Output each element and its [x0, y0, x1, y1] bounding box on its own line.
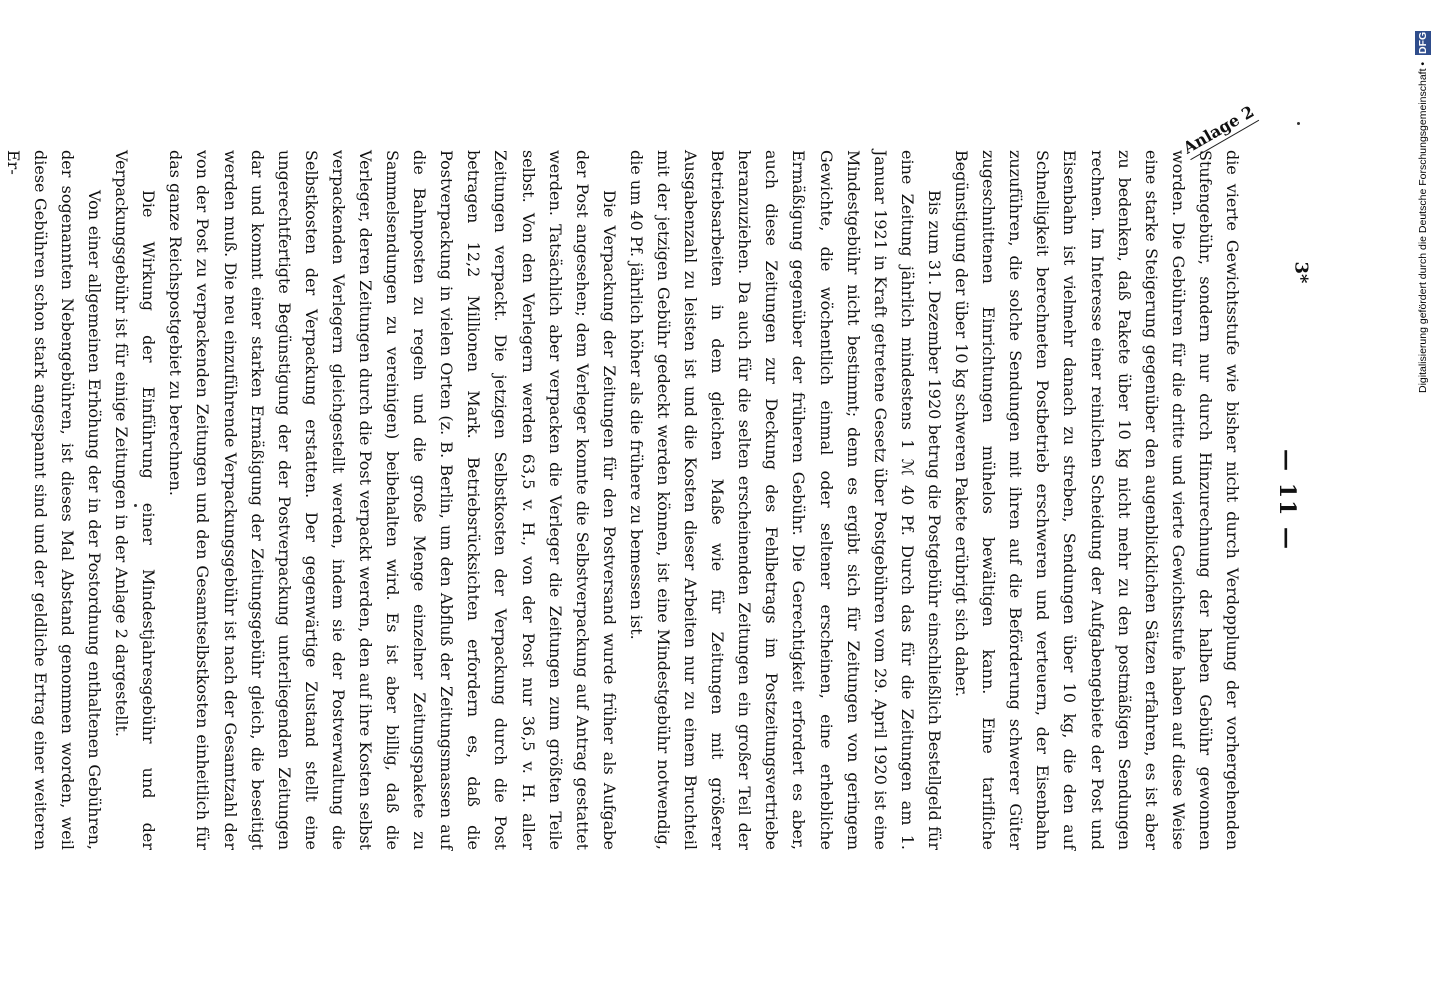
paragraph-2: Bis zum 31. Dezember 1920 betrug die Postgebühr einschließlich Bestellgeld für eine Zeitung jährlich mindestens 1 ℳ 40 Pf. Durch das für die Zeitungen am 1. Januar 1921 in Kraft getretene Gesetz über Postgebühren vom 29. April 1920 ist eine Mindestgebühr nicht bestimmt; denn es ergibt sich für Zeitungen von geringem Gewichte, die wöchentlich einmal oder seltener erscheinen, eine erhebliche Ermäßigung gegenüber der früheren Gebühr. Die Gerechtigkeit erfordert es aber, auch diese Zeitungen zur Deckung des Fehlbetrags im Postzeitungsvertriebe heranzuziehen. Da auch für die selten erscheinenden Zeitungen ein großer Teil der Betriebsarbeiten in dem gleichen Maße wie für Zeitungen mit größerer Ausgabenzahl zu leisten ist und die Kosten dieser Arbeiten nur zu einem Bruchteil mit der jetzigen Gebühr gedeckt werden können, ist eine Mindestgebühr notwendig, die um 40 Pf. jährlich höher als die frühere zu bemessen ist. — [626, 150, 944, 850]
margin-note: Anlage 2 — [1180, 102, 1259, 160]
scan-speck — [1297, 122, 1300, 125]
paragraph-4: Die Wirkung der Einführung einer Mindestjahresgebühr und der Verpackungsgebühr ist für einige Zeitungen in der Anlage 2 dargestellt. — [112, 150, 159, 850]
page-number: — 11 — — [1274, 449, 1300, 551]
dfg-logo: DFG — [1417, 31, 1429, 54]
rotated-page — [3, 150, 1300, 850]
paragraph-5: Von einer allgemeinen Erhöhung der in der Postordnung enthaltenen Gebühren, der sogenannten Nebengebühren, ist dieses Mal Abstand genommen worden, weil diese Gebühren schon stark angespannt sind und der geldliche Ertrag einer weiteren Er- — [3, 150, 105, 850]
digitization-credit — [1415, 8, 1431, 393]
paragraph-1: die vierte Gewichtsstufe wie bisher nicht durch Verdopplung der vorhergehenden Stufengebühr, sondern nur durch Hinzurechnung der halben Gebühr gewonnen worden. Die Gebühren für die dritte und vierte Gewichtsstufe haben auf diese Weise eine starke Steigerung gegenüber den augenblicklichen Sätzen erfahren, es ist aber zu bedenken, daß Pakete über 10 kg nicht mehr zu den postmäßigen Sendungen rechnen. Im Interesse einer reinlichen Scheidung der Aufgabengebiete der Post und Eisenbahn ist vielmehr danach zu streben, Sendungen über 10 kg, die den auf Schnelligkeit berechneten Postbetrieb erschweren und verteuern, der Eisenbahn zuzuführen, die solche Sendungen mit ihren auf die Beförderung schwerer Güter zugeschnittenen Einrichtungen mühelos bewältigen kann. Eine tarifliche Begünstigung der über 10 kg schweren Pakete erübrigt sich daher. — [952, 150, 1242, 850]
scan-speck — [134, 504, 137, 507]
paragraph-3: Die Verpackung der Zeitungen für den Postversand wurde früher als Aufgabe der Post angesehen; dem Verleger konnte die Selbstverpackung auf Antrag gestattet werden. Tatsächlich aber verpacken die Verleger die Zeitungen zum größten Teile selbst. Von den Verlegern werden 63,5 v. H., von der Post nur 36,5 v. H. aller Zeitungen verpackt. Die jetzigen Selbstkosten der Verpackung durch die Post betragen 12,2 Millionen Mark. Betriebsrücksichten erfordern es, daß die Postverpackung in vielen Orten (z. B. Berlin, um den Abfluß der Zeitungsmassen auf die Bahnposten zu regeln und die große Menge einzelner Zeitungspakete zu Sammelsendungen zu vereinigen) beibehalten wird. Es ist aber billig, daß die Verleger, deren Zeitungen durch die Post verpackt werden, den auf ihre Kosten selbst verpackenden Verlegern gleichgestellt werden, indem sie der Postverwaltung die Selbstkosten der Verpackung erstatten. Der gegenwärtige Zustand stellt eine ungerechtfertigte Begünstigung der der Postverpackung unterliegenden Zeitungen dar und kommt einer starken Ermäßigung der Zeitungsgebühr gleich, die beseitigt werden muß. Die neu einzuführende Verpackungsgebühr ist nach der Gesamtzahl der von der Post zu verpackenden Zeitungen und den Gesamtselbstkosten einheitlich für das ganze Reichspostgebiet zu berechnen. — [166, 150, 619, 850]
signature-mark: 3* — [1290, 261, 1312, 284]
credit-text: Digitalisierung gefördert durch die Deutsche Forschungsgemeinschaft • — [1417, 61, 1429, 393]
